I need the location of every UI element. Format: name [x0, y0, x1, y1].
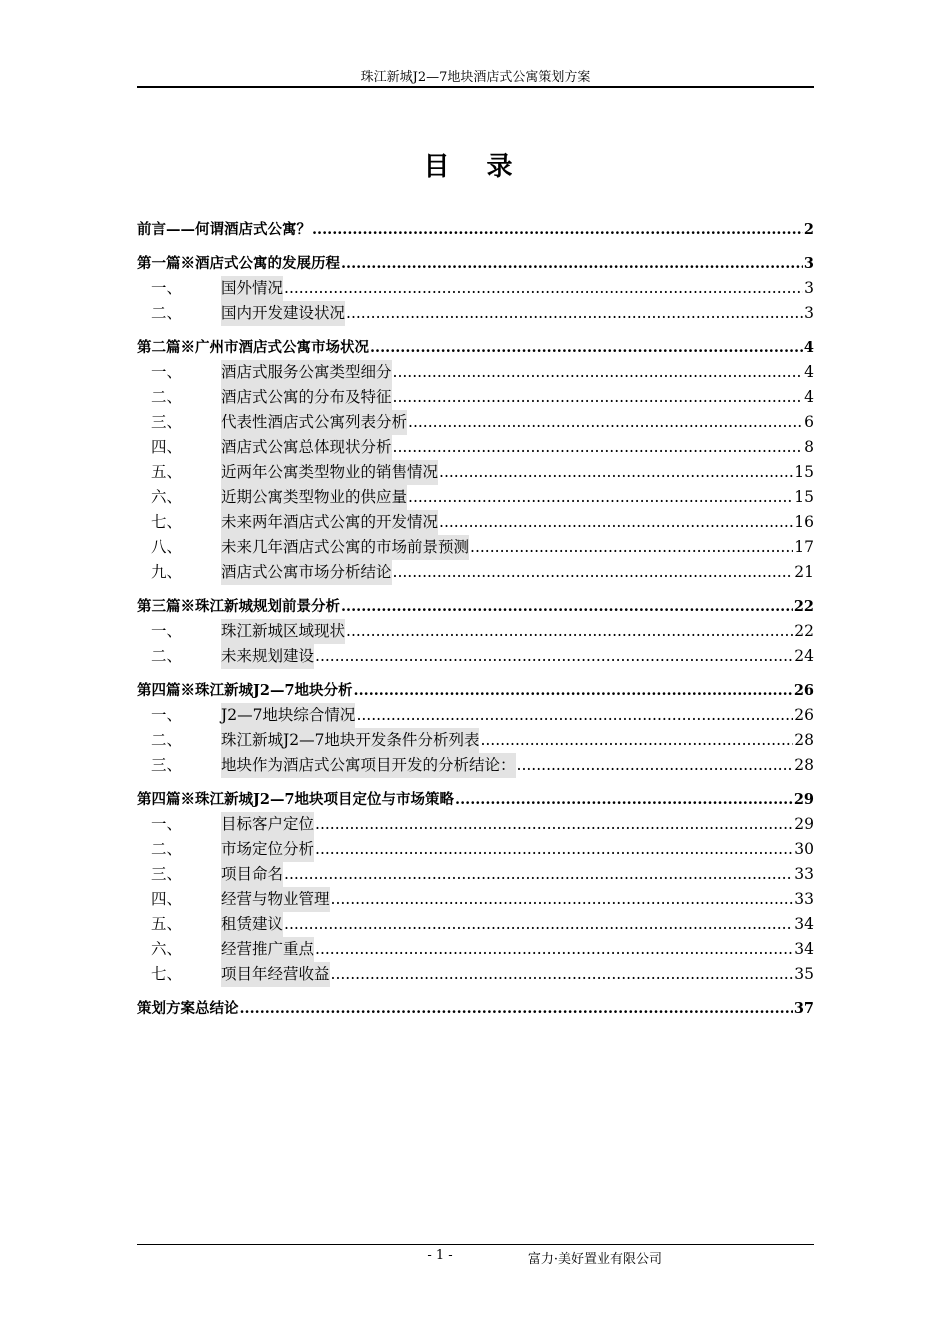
- toc-dot-leader: [480, 728, 793, 753]
- toc-section-entry[interactable]: [137, 703, 814, 728]
- toc-entry-page-number: 3: [803, 255, 814, 272]
- toc-entry-label: 未来两年酒店式公寓的开发情况: [221, 510, 438, 535]
- footer-company-name: 富力·美好置业有限公司: [527, 1252, 663, 1267]
- toc-section-entry[interactable]: [137, 837, 814, 862]
- toc-entry-number: 一、: [151, 363, 183, 381]
- toc-entry-label: 前言——何谓酒店式公寓？: [137, 221, 311, 238]
- toc-entry-number: 七、: [151, 965, 183, 983]
- toc-entry-label: 未来几年酒店式公寓的市场前景预测: [221, 535, 469, 560]
- toc-section-entry[interactable]: [137, 360, 814, 385]
- toc-dot-leader: [393, 435, 804, 460]
- toc-entry-label: 国外情况: [221, 276, 283, 301]
- toc-entry-page-number: 4: [804, 363, 814, 381]
- toc-entry-page-number: 29: [794, 815, 814, 833]
- toc-section-entry[interactable]: [137, 460, 814, 485]
- toc-entry-number: 六、: [151, 488, 183, 506]
- toc-entry-page-number: 6: [804, 413, 814, 431]
- toc-section-entry[interactable]: [137, 410, 814, 435]
- toc-entry-number: 四、: [151, 438, 183, 456]
- toc-section-entry[interactable]: [137, 385, 814, 410]
- toc-entry-number: 一、: [151, 706, 183, 724]
- toc-entry-page-number: 4: [804, 388, 814, 406]
- toc-dot-leader: [346, 619, 793, 644]
- toc-entry-number: 六、: [151, 940, 183, 958]
- toc-section-entry[interactable]: [137, 644, 814, 669]
- toc-dot-leader: [284, 862, 793, 887]
- toc-entry-page-number: 33: [794, 865, 814, 883]
- toc-entry-page-number: 35: [794, 965, 814, 983]
- toc-dot-leader: [455, 788, 793, 812]
- toc-section-entry[interactable]: [137, 435, 814, 460]
- toc-entry-number: 五、: [151, 463, 183, 481]
- toc-dot-leader: [470, 535, 793, 560]
- toc-dot-leader: [408, 485, 793, 510]
- toc-entry-number: 八、: [151, 538, 183, 556]
- toc-entry-label: 第三篇※珠江新城规划前景分析: [137, 598, 340, 615]
- toc-entry-number: 七、: [151, 513, 183, 531]
- toc-section-entry[interactable]: [137, 728, 814, 753]
- table-of-contents: [137, 218, 814, 1021]
- toc-entry-label: 第一篇※酒店式公寓的发展历程: [137, 255, 340, 272]
- toc-section-entry[interactable]: [137, 485, 814, 510]
- toc-entry-label: 市场定位分析: [221, 837, 314, 862]
- toc-dot-leader: [331, 887, 794, 912]
- toc-entry-label: 酒店式公寓市场分析结论: [221, 560, 392, 585]
- toc-section-entry[interactable]: [137, 753, 814, 778]
- toc-entry-page-number: 24: [794, 647, 814, 665]
- toc-dot-leader: [284, 276, 803, 301]
- footer-page-number: - 1 -: [427, 1248, 453, 1263]
- toc-dot-leader: [517, 753, 794, 778]
- toc-entry-label: 珠江新城区域现状: [221, 619, 345, 644]
- toc-dot-leader: [240, 997, 793, 1021]
- toc-dot-leader: [315, 644, 793, 669]
- toc-entry-number: 三、: [151, 865, 183, 883]
- toc-entry-number: 三、: [151, 756, 183, 774]
- toc-entry-page-number: 21: [794, 563, 814, 581]
- toc-dot-leader: [315, 937, 793, 962]
- toc-entry-label: 近两年公寓类型物业的销售情况: [221, 460, 438, 485]
- toc-entry-number: 五、: [151, 915, 183, 933]
- toc-dot-leader: [346, 301, 803, 326]
- toc-dot-leader: [284, 912, 793, 937]
- toc-entry-label: 策划方案总结论: [137, 1000, 239, 1017]
- toc-section-entry[interactable]: [137, 560, 814, 585]
- toc-entry-label: 近期公寓类型物业的供应量: [221, 485, 407, 510]
- toc-entry-label: 酒店式公寓的分布及特征: [221, 385, 392, 410]
- toc-entry-page-number: 22: [793, 598, 814, 615]
- toc-entry-page-number: 2: [803, 221, 814, 238]
- toc-chapter-entry[interactable]: [137, 595, 814, 619]
- toc-entry-label: 代表性酒店式公寓列表分析: [221, 410, 407, 435]
- toc-entry-label: 项目命名: [221, 862, 283, 887]
- toc-entry-number: 二、: [151, 388, 183, 406]
- toc-entry-number: 一、: [151, 815, 183, 833]
- toc-dot-leader: [312, 218, 803, 242]
- toc-entry-label: 未来规划建设: [221, 644, 314, 669]
- toc-dot-leader: [354, 679, 793, 703]
- toc-section-entry[interactable]: [137, 619, 814, 644]
- toc-entry-number: 一、: [151, 622, 183, 640]
- toc-entry-page-number: 22: [794, 622, 814, 640]
- toc-entry-label: 第二篇※广州市酒店式公寓市场状况: [137, 339, 369, 356]
- toc-dot-leader: [341, 252, 803, 276]
- toc-dot-leader: [315, 837, 793, 862]
- toc-entry-label: 租赁建议: [221, 912, 283, 937]
- toc-section-entry[interactable]: [137, 862, 814, 887]
- toc-section-entry[interactable]: [137, 962, 814, 987]
- toc-entry-number: 二、: [151, 731, 183, 749]
- toc-section-entry[interactable]: [137, 937, 814, 962]
- toc-heading: 目 录: [423, 152, 527, 182]
- toc-entry-label: 地块作为酒店式公寓项目开发的分析结论：: [221, 753, 516, 778]
- toc-entry-page-number: 28: [794, 756, 814, 774]
- toc-chapter-entry[interactable]: [137, 679, 814, 703]
- toc-dot-leader: [393, 560, 794, 585]
- toc-chapter-entry[interactable]: [137, 336, 814, 360]
- toc-section-entry[interactable]: [137, 535, 814, 560]
- toc-entry-number: 四、: [151, 890, 183, 908]
- toc-entry-page-number: 26: [794, 706, 814, 724]
- toc-section-entry[interactable]: [137, 276, 814, 301]
- toc-section-entry[interactable]: [137, 887, 814, 912]
- toc-dot-leader: [356, 703, 793, 728]
- toc-entry-label: 目标客户定位: [221, 812, 314, 837]
- toc-entry-number: 三、: [151, 413, 183, 431]
- toc-entry-label: 第四篇※珠江新城J2—7地块项目定位与市场策略: [137, 791, 455, 808]
- toc-dot-leader: [408, 410, 803, 435]
- footer-rule: [137, 1244, 814, 1245]
- toc-entry-page-number: 8: [804, 438, 814, 456]
- toc-entry-page-number: 3: [804, 279, 814, 297]
- toc-entry-label: 经营推广重点: [221, 937, 314, 962]
- toc-section-entry[interactable]: [137, 912, 814, 937]
- toc-entry-label: 酒店式公寓总体现状分析: [221, 435, 392, 460]
- toc-entry-number: 一、: [151, 279, 183, 297]
- toc-entry-page-number: 30: [794, 840, 814, 858]
- toc-entry-label: 经营与物业管理: [221, 887, 330, 912]
- toc-chapter-entry[interactable]: [137, 218, 814, 242]
- toc-entry-page-number: 15: [794, 463, 814, 481]
- toc-dot-leader: [393, 360, 804, 385]
- toc-entry-number: 二、: [151, 304, 183, 322]
- toc-entry-label: 国内开发建设状况: [221, 301, 345, 326]
- toc-dot-leader: [331, 962, 794, 987]
- toc-entry-label: 珠江新城J2—7地块开发条件分析列表: [221, 728, 479, 753]
- toc-entry-number: 二、: [151, 840, 183, 858]
- toc-entry-number: 九、: [151, 563, 183, 581]
- header-rule: [137, 86, 814, 88]
- toc-entry-page-number: 34: [794, 940, 814, 958]
- toc-entry-page-number: 26: [793, 682, 814, 699]
- toc-entry-page-number: 16: [794, 513, 814, 531]
- toc-dot-leader: [370, 336, 803, 360]
- toc-dot-leader: [393, 385, 804, 410]
- toc-entry-label: 第四篇※珠江新城J2—7地块分析: [137, 682, 353, 699]
- toc-dot-leader: [439, 510, 793, 535]
- toc-section-entry[interactable]: [137, 812, 814, 837]
- toc-entry-page-number: 17: [794, 538, 814, 556]
- toc-dot-leader: [315, 812, 793, 837]
- toc-entry-page-number: 29: [793, 791, 814, 808]
- toc-entry-page-number: 34: [794, 915, 814, 933]
- toc-dot-leader: [341, 595, 793, 619]
- toc-entry-page-number: 37: [793, 1000, 814, 1017]
- toc-chapter-entry[interactable]: [137, 252, 814, 276]
- toc-entry-number: 二、: [151, 647, 183, 665]
- toc-entry-page-number: 3: [804, 304, 814, 322]
- toc-entry-page-number: 4: [803, 339, 814, 356]
- toc-chapter-entry[interactable]: [137, 788, 814, 812]
- toc-section-entry[interactable]: [137, 510, 814, 535]
- page-header-title: 珠江新城J2—7地块酒店式公寓策划方案: [360, 70, 591, 85]
- toc-entry-page-number: 28: [794, 731, 814, 749]
- toc-entry-label: 酒店式服务公寓类型细分: [221, 360, 392, 385]
- toc-chapter-entry[interactable]: [137, 997, 814, 1021]
- toc-entry-label: J2—7地块综合情况: [221, 703, 355, 728]
- toc-entry-page-number: 33: [794, 890, 814, 908]
- toc-entry-page-number: 15: [794, 488, 814, 506]
- toc-entry-label: 项目年经营收益: [221, 962, 330, 987]
- toc-section-entry[interactable]: [137, 301, 814, 326]
- toc-dot-leader: [439, 460, 793, 485]
